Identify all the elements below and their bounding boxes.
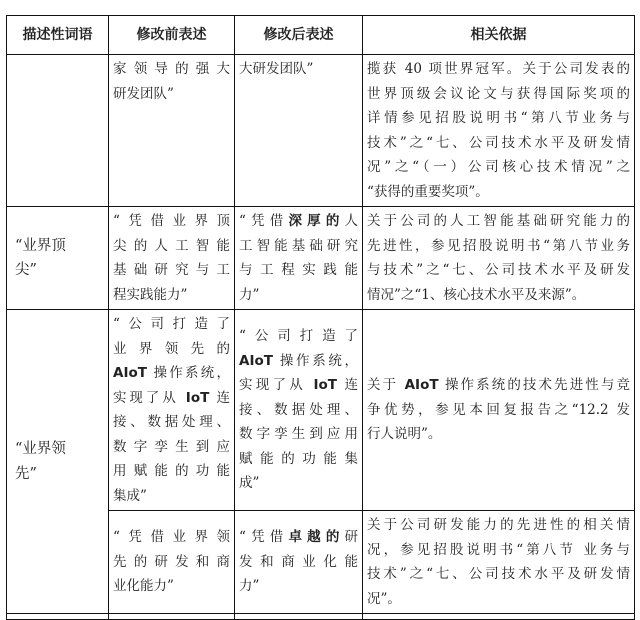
- before-cell: [109, 207, 235, 310]
- text-line: 实现了从 IoT 连: [113, 389, 231, 406]
- text-line: 行人说明”。: [367, 426, 442, 443]
- text-line: 程实践能力”: [113, 286, 188, 303]
- text-line: 况”。: [367, 590, 401, 607]
- text-line: 关于 AIoT 操作系统的技术先进性与竞: [367, 377, 631, 394]
- text-line: 尖的人工智能: [113, 237, 230, 254]
- text-line: 关于公司研发能力的先进性的相关情: [367, 517, 630, 533]
- text-line: 争优势，参见本回复报告之“12.2 发: [367, 401, 630, 418]
- term-cell: [7, 207, 109, 310]
- header-row: [7, 16, 635, 55]
- text-line: 数字孪生到应: [113, 438, 230, 455]
- after-cell: [235, 207, 363, 310]
- text-line: 接、数据处理、: [113, 414, 230, 430]
- after-cell: [235, 310, 363, 511]
- before-cell: [109, 310, 235, 511]
- text-line: 技术”之“七、公司技术水平及研发情: [367, 134, 630, 151]
- comparison-table: [6, 15, 635, 620]
- text-line: 用赋能的功能: [113, 463, 230, 479]
- text-line: 业化能力”: [113, 578, 174, 595]
- text-line: 情况”之“1、核心技术水平及来源”。: [367, 286, 586, 303]
- text-line: 赋能的功能集: [239, 450, 358, 467]
- text-line: 先的研发和商: [113, 553, 230, 570]
- header-term: 描述性词语: [7, 16, 109, 55]
- table-row: [7, 310, 635, 511]
- term-cell: [7, 55, 109, 207]
- text-line: AIoT 操作系统，: [113, 365, 230, 381]
- text-line: “公司打造了: [239, 328, 358, 345]
- text-line: 揽获 40 项世界冠军。关于公司发表的: [367, 61, 630, 77]
- text-line: “凭借业界领: [113, 529, 230, 546]
- text-line: 大研发团队”: [239, 61, 314, 77]
- text-line: 世界顶级会议论文与获得国际奖项的: [367, 85, 630, 102]
- text-line: “凭借深厚的人: [239, 213, 358, 229]
- term-text: “业界领先”: [15, 441, 66, 482]
- text-line: 与工程实践能: [239, 262, 358, 278]
- text-line: 力”: [239, 286, 260, 303]
- text-line: 业界领先的: [113, 340, 230, 357]
- text-line: 力”: [239, 578, 260, 595]
- text-line: 研发团队”: [113, 85, 174, 102]
- text-line: AIoT 操作系统，: [239, 352, 358, 369]
- text-line: 实现了从 IoT 连: [239, 377, 358, 394]
- text-line: 数字孪生到应用: [239, 426, 358, 443]
- term-text: “业界顶尖”: [15, 237, 66, 278]
- text-line: 集成”: [113, 487, 147, 504]
- text-line: 与技术”之“七、公司技术水平及研发: [367, 262, 630, 278]
- header-basis: 相关依据: [363, 16, 635, 55]
- header-before: 修改前表述: [109, 16, 235, 55]
- text-line: 发和商业化能: [239, 553, 358, 570]
- basis-cell: [363, 511, 635, 614]
- text-line: 基础研究与工: [113, 262, 230, 278]
- text-line: 况”之“（一）公司核心技术情况”之: [367, 159, 630, 175]
- text-line: “凭借业界顶: [113, 213, 230, 229]
- basis-cell: [363, 55, 635, 207]
- header-after: 修改后表述: [235, 16, 363, 55]
- text-line: 技术”之“七、公司技术水平及研发情: [367, 566, 630, 582]
- text-line: 接、数据处理、: [239, 401, 358, 418]
- text-line: “获得的重要奖项”。: [367, 183, 489, 200]
- basis-cell: [363, 207, 635, 310]
- table-row-partial: [7, 614, 635, 620]
- table-row: [7, 207, 635, 310]
- text-line: 工智能基础研究: [239, 237, 358, 254]
- table-row: [7, 55, 635, 207]
- after-cell: [235, 55, 363, 207]
- text-line: “公司打造了: [113, 316, 230, 332]
- before-cell: [109, 511, 235, 614]
- basis-cell: [363, 310, 635, 511]
- after-cell: [235, 511, 363, 614]
- text-line: 况，参见招股说明书“第八节 业务与: [367, 541, 630, 558]
- text-line: 详情参见招股说明书“第八节业务与: [367, 110, 630, 126]
- text-line: 先进性，参见招股说明书“第八节业务: [367, 237, 630, 254]
- before-cell: [109, 55, 235, 207]
- text-line: “凭借卓越的研: [239, 529, 358, 546]
- text-line: 成”: [239, 475, 260, 492]
- term-cell: [7, 310, 109, 614]
- text-line: 家领导的强大: [113, 61, 230, 77]
- text-line: 关于公司的人工智能基础研究能力的: [367, 213, 630, 229]
